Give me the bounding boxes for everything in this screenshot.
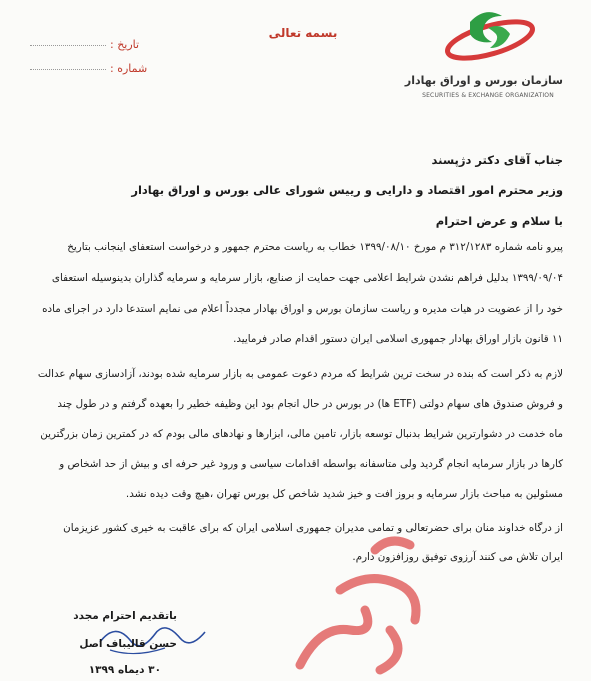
organization-logo bbox=[404, 4, 563, 102]
paragraph-line: و فروش صندوق های سهام دولتی (ETF ها) در بورس در حال انجام بود این وظیفه خطیر را بعهده گرفتم و در طول چند bbox=[57, 398, 563, 410]
watermark-logo bbox=[280, 530, 440, 680]
signer-name: حسن قالیباف اصل bbox=[79, 638, 177, 650]
paragraph-line: پیرو نامه شماره ۳۱۲/۱۲۸۳ م مورخ ۱۳۹۹/۰۸/۱۰ خطاب به ریاست محترم جمهور و درخواست استعفای اینجانب بتاریخ bbox=[67, 241, 563, 253]
paragraph-line: ۱۱ قانون بازار اوراق بهادار جمهوری اسلامی ایران دستور اقدام صادر فرمایید. bbox=[233, 333, 563, 345]
paragraph-line: لازم به ذکر است که بنده در سخت ترین شرایط که مردم دعوت عمومی به بازار سرمایه شده بودند، آزادسازی سهام عدالت bbox=[37, 368, 563, 380]
org-name-fa: سازمان بورس و اوراق بهادار bbox=[404, 74, 563, 87]
date-field bbox=[110, 38, 139, 51]
paragraph-line: ۱۳۹۹/۰۹/۰۴ بدلیل فراهم نشدن شرایط اعلامی جهت حمایت از صنایع، بازار سرمایه و سرمایه گذاران بدینوسیله استعفای bbox=[51, 272, 563, 284]
paragraph-line: مسئولین به مباحث بازار سرمایه و بروز افت و خیز شدید شاخص کل بورس تهران ،هیچ وقت دیده نشد. bbox=[125, 488, 563, 500]
recipient-name: جناب آقای دکتر دژپسند bbox=[431, 153, 563, 167]
number-label: شماره : bbox=[110, 62, 148, 75]
handwritten-signature bbox=[95, 612, 215, 662]
paragraph-line: خود را از عضویت در هیات مدیره و ریاست سازمان بورس و اوراق بهادار مجدداً اعلام می نمایم استدعا دارد در اجرای ماده bbox=[42, 303, 563, 315]
paragraph-line: کارها در بازار سرمایه انجام گردید ولی متاسفانه بواسطه اقدامات سیاسی و ورود غیر حرفه ای و بیش از حد اشخاص و bbox=[59, 458, 563, 470]
number-field bbox=[110, 62, 147, 75]
paragraph-line: ایران تلاش می کنند آرزوی توفیق روزافزون دارم. bbox=[352, 551, 563, 563]
paragraph-line: ماه خدمت در دشوارترین شرایط بدنبال توسعه بازار، تامین مالی، ابزارها و نهادهای مالی بودم که در کمترین زمان بزرگترین bbox=[40, 428, 563, 440]
seo-logo-icon bbox=[440, 4, 540, 72]
recipient-title: وزیر محترم امور اقتصاد و دارایی و رییس شورای عالی بورس و اوراق بهادار bbox=[131, 183, 563, 197]
date-label: تاریخ : bbox=[110, 38, 140, 51]
closing-respect: باتقدیم احترام مجدد bbox=[73, 610, 177, 622]
greeting: با سلام و عرض احترام bbox=[435, 214, 563, 228]
signature-date: ۳۰ دیماه ۱۳۹۹ bbox=[88, 664, 161, 676]
paragraph-line: از درگاه خداوند منان برای حضرتعالی و تمامی مدیران جمهوری اسلامی ایران که برای عاقبت به خیری کشور عزیزمان bbox=[63, 522, 563, 534]
date-dotted-line bbox=[30, 45, 106, 46]
number-dotted-line bbox=[30, 69, 106, 70]
bismillah-heading: بسمه تعالی bbox=[268, 26, 338, 40]
org-name-en: SECURITIES & EXCHANGE ORGANIZATION bbox=[422, 92, 554, 99]
